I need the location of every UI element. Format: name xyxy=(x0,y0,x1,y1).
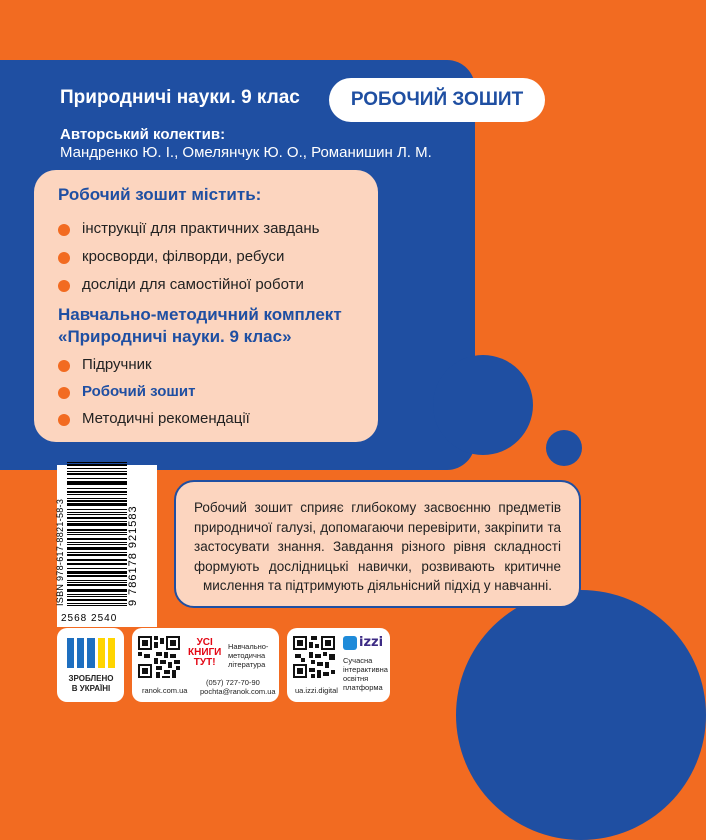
made-ua-line2: В УКРАЇНІ xyxy=(71,684,111,693)
izzi-logo-icon xyxy=(343,636,357,650)
ranok-site: ranok.com.ua xyxy=(142,686,188,695)
decor-circle-small xyxy=(546,430,582,466)
barcode-bar xyxy=(67,575,127,577)
kit-title-line2: «Природничі науки. 9 клас» xyxy=(58,327,292,346)
barcode-code: 2568 2540 xyxy=(61,613,118,624)
barcode-bar xyxy=(67,534,127,535)
barcode-bar xyxy=(67,498,127,499)
workbook-badge: РОБОЧИЙ ЗОШИТ xyxy=(329,78,545,122)
barcode-bar xyxy=(67,584,127,586)
barcode-bar xyxy=(67,542,127,543)
barcode-bar xyxy=(67,503,127,506)
barcode-bar xyxy=(67,563,127,564)
barcode-bar xyxy=(67,554,127,556)
kit-title-line1: Навчально-методичний комплект xyxy=(58,305,342,324)
ranok-subtitle: Навчально-методична література xyxy=(228,642,269,669)
barcode-bar xyxy=(67,473,127,475)
contents-title: Робочий зошит містить: xyxy=(58,185,262,204)
barcode-bar xyxy=(67,517,127,519)
izzi-logo-text: izzi xyxy=(359,635,384,650)
qr-code-icon[interactable] xyxy=(138,636,180,678)
barcode-bar xyxy=(67,565,127,566)
barcode-bar xyxy=(67,485,127,486)
authors-label: Авторський колектив: xyxy=(60,126,226,143)
barcode-bar xyxy=(67,509,127,510)
list-item-current: Робочий зошит xyxy=(58,383,378,400)
list-item: інструкції для практичних завдань xyxy=(58,220,378,237)
izzi-site: ua.izzi.digital xyxy=(295,686,338,695)
ranok-email: pochta@ranok.com.ua xyxy=(200,687,276,696)
barcode-rotated xyxy=(51,460,151,608)
decor-circle-medium xyxy=(433,355,533,455)
barcode-bar xyxy=(67,559,127,561)
barcode-bar xyxy=(67,589,127,592)
izzi-card xyxy=(287,628,390,702)
barcode-bar xyxy=(67,596,127,597)
barcode-bars xyxy=(67,460,127,606)
barcode-bar xyxy=(67,580,127,581)
barcode-bar xyxy=(67,523,127,526)
barcode-bar xyxy=(67,464,127,466)
made-ua-line1: ЗРОБЛЕНО xyxy=(68,674,114,683)
contents-card xyxy=(34,170,378,442)
ukraine-flag-icon xyxy=(67,638,115,668)
book-title: Природничі науки. 9 клас xyxy=(60,87,300,108)
list-item: кросворди, філворди, ребуси xyxy=(58,248,378,265)
kit-list xyxy=(58,356,378,427)
kit-title xyxy=(58,304,378,348)
ranok-logo-line2: КНИГИ xyxy=(188,647,222,658)
barcode-bar xyxy=(67,468,127,469)
barcode-bar xyxy=(67,571,127,574)
ranok-phone: (057) 727-70-90 xyxy=(206,678,260,687)
barcode-bar xyxy=(67,512,127,513)
list-item: Методичні рекомендації xyxy=(58,410,378,427)
barcode-number: 9 786178 921583 xyxy=(127,505,139,606)
ranok-logo-line1: УСІ xyxy=(196,637,213,648)
barcode-bar xyxy=(67,603,127,604)
barcode-bar xyxy=(67,538,127,540)
barcode-bar xyxy=(67,462,127,463)
barcode-bar xyxy=(67,521,127,522)
description-card: Робочий зошит сприяє глибокому засвоєнню предметів природничої галузі, допомагаючи перевірити, закріпити та застосувати знання. Завдання різного рівня складності формують дослідницькі навички, розвивають критичне мислення та підтримують діяльнісний підхід у навчанні. xyxy=(174,480,581,608)
barcode-bar xyxy=(67,481,127,484)
barcode-bar xyxy=(67,488,127,489)
barcode-bar xyxy=(67,494,127,495)
barcode-bar xyxy=(67,552,127,553)
barcode-bar xyxy=(67,478,127,479)
barcode-bar xyxy=(67,491,127,493)
izzi-logo xyxy=(343,636,387,652)
izzi-description: Сучасна інтерактивна освітня платформа xyxy=(343,656,388,692)
list-item: Підручник xyxy=(58,356,378,373)
barcode-bar xyxy=(67,532,127,533)
ranok-card xyxy=(132,628,279,702)
list-item: досліди для самостійної роботи xyxy=(58,276,378,293)
barcode xyxy=(57,465,157,627)
barcode-bar xyxy=(67,500,127,502)
ranok-logo xyxy=(188,638,221,668)
decor-circle-large xyxy=(456,590,706,840)
made-in-ukraine-badge xyxy=(57,628,124,702)
barcode-bar xyxy=(67,568,127,569)
barcode-bar xyxy=(67,605,127,606)
barcode-bar xyxy=(67,599,127,601)
barcode-bar xyxy=(67,547,127,550)
qr-code-icon[interactable] xyxy=(293,636,335,678)
isbn-text: ISBN 978-617-8821-58-3 xyxy=(55,498,65,606)
barcode-bar xyxy=(67,514,127,515)
ranok-logo-line3: ТУТ! xyxy=(193,657,216,668)
contents-list xyxy=(58,220,378,293)
authors: Мандренко Ю. І., Омелянчук Ю. О., Романишин Л. М. xyxy=(60,144,432,161)
barcode-bar xyxy=(67,544,127,545)
barcode-bar xyxy=(67,471,127,472)
barcode-bar xyxy=(67,529,127,531)
barcode-bar xyxy=(67,594,127,595)
barcode-bar xyxy=(67,582,127,583)
